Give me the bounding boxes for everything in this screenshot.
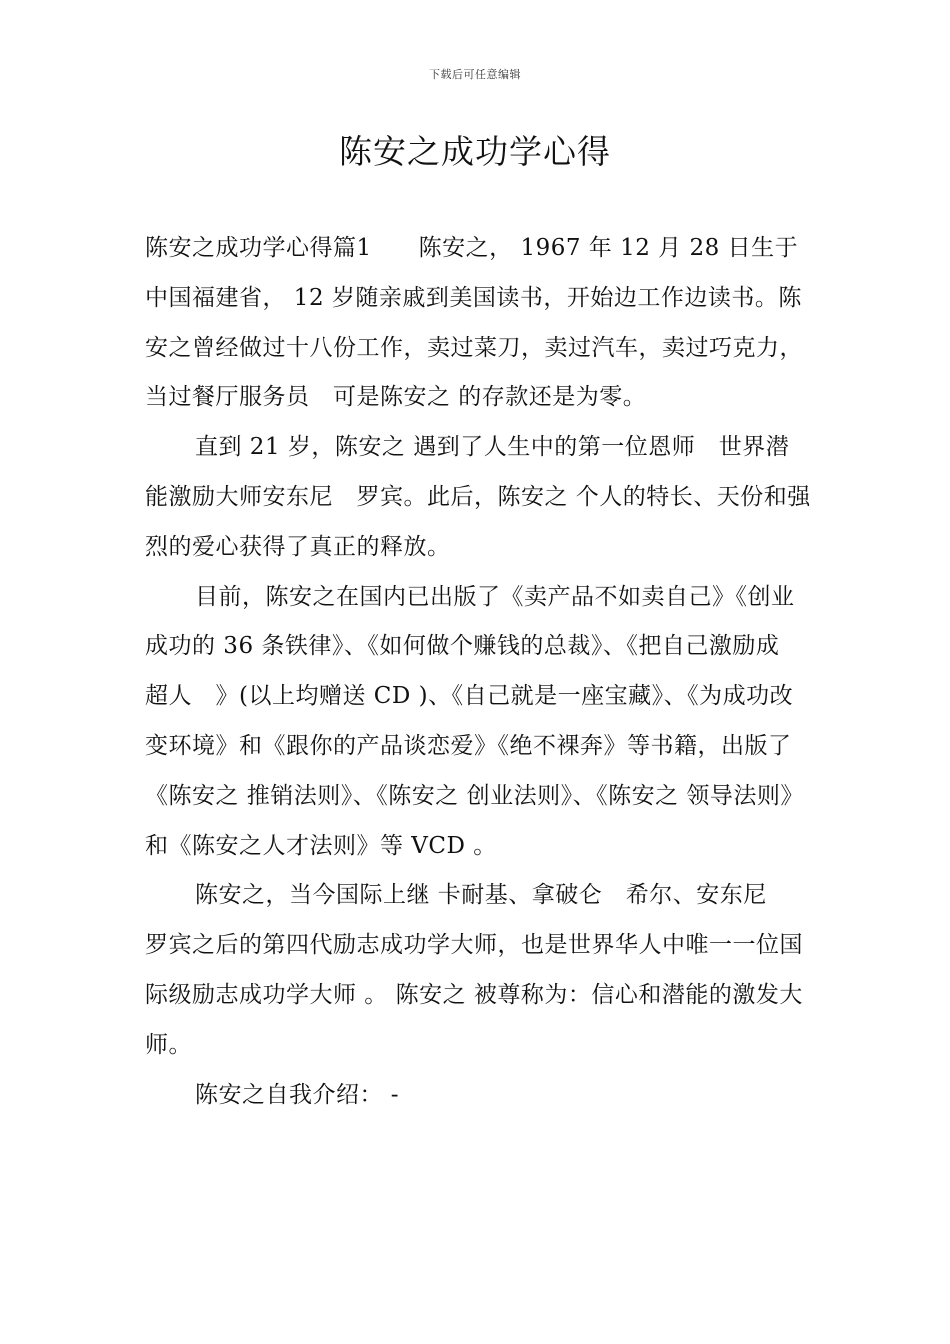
paragraph-3: 目前，陈安之在国内已出版了《卖产品不如卖自己》《创业成功的 36 条铁律》、《如何做个赚钱的总裁》、《把自己激励成 超人 》(以上均赠送 CD )、《自己就是一座宝藏》、《为成功改变环境》和《跟你的产品谈恋爱》《绝不裸奔》等书籍，出版了《陈安之 推销法则》、《陈安之 创业法则》、《陈安之 领导法则》和《陈安之人才法则》等 VCD 。 [145, 583, 804, 859]
document-body [145, 224, 811, 1120]
paragraph-1: 陈安之成功学心得篇1 陈安之， 1967 年 12 月 28 日生于中国福建省， 12 岁随亲戚到美国读书，开始边工作边读书。陈安之曾经做过十八份工作，卖过菜刀，卖过汽车，卖过巧克力，当过餐厅服务员 可是陈安之 的存款还是为零。 [145, 235, 803, 411]
paragraph-5: 陈安之自我介绍： - [195, 1081, 400, 1108]
document-title: 陈安之成功学心得 [339, 132, 611, 171]
paragraph-4: 陈安之，当今国际上继 卡耐基、拿破仑 希尔、安东尼 罗宾之后的第四代励志成功学大师，也是世界华人中唯一一位国际级励志成功学大师 。 陈安之 被尊称为：信心和潜能的激发大师。 [145, 882, 803, 1058]
paragraph-2: 直到 21 岁，陈安之 遇到了人生中的第一位恩师 世界潜能激励大师安东尼 罗宾。此后，陈安之 个人的特长、天份和强烈的爱心获得了真正的释放。 [145, 434, 811, 560]
header-note: 下载后可任意编辑 [429, 68, 521, 81]
